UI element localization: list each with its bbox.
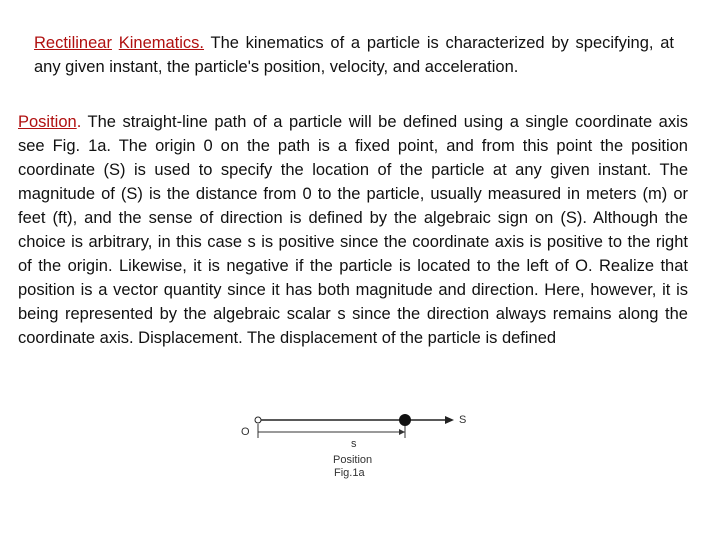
dimension-label: s [351,438,357,450]
position-figure [235,408,485,488]
position-term-period: . [76,113,82,131]
axis-arrowhead [445,416,454,424]
kinematics-term: Kinematics. [118,34,205,52]
position-paragraph [18,110,688,350]
intro-text: The kinematics of a particle is characterized by specifying, at any given instant, the particle's position, velocity, and acceleration. [34,34,674,76]
axis-label: S [459,414,467,426]
dimension-arrowhead [399,429,405,435]
position-text: The straight-line path of a particle will be defined using a single coordinate axis see Fig. 1a. The origin 0 on the path is a fixed point, and from this point the position coordinate (S) is used to specify the location of the particle at any given instant. The magnitude of (S) is the distance from 0 to the particle, usually measured in meters (m) or feet (ft), and the sense of direction is defined by the algebraic sign on (S). Although the choice is arbitrary, in this case s is positive since the coordinate axis is positive to the right of the origin. Likewise, it is negative if the particle is located to the left of O. Realize that position is a vector quantity since it has both magnitude and direction. Here, however, it is being represented by the algebraic scalar s since the direction always remains along the coordinate axis. Displacement. The displacement of the particle is defined [18,113,688,347]
particle [399,414,411,426]
origin-label: O [241,426,250,438]
origin-point [255,417,261,423]
figure-caption-title: Position [333,454,373,466]
figure-caption-number: Fig.1a [334,467,365,479]
rectilinear-term: Rectilinear [34,34,112,52]
position-term: Position [18,113,77,131]
intro-paragraph [34,31,674,79]
